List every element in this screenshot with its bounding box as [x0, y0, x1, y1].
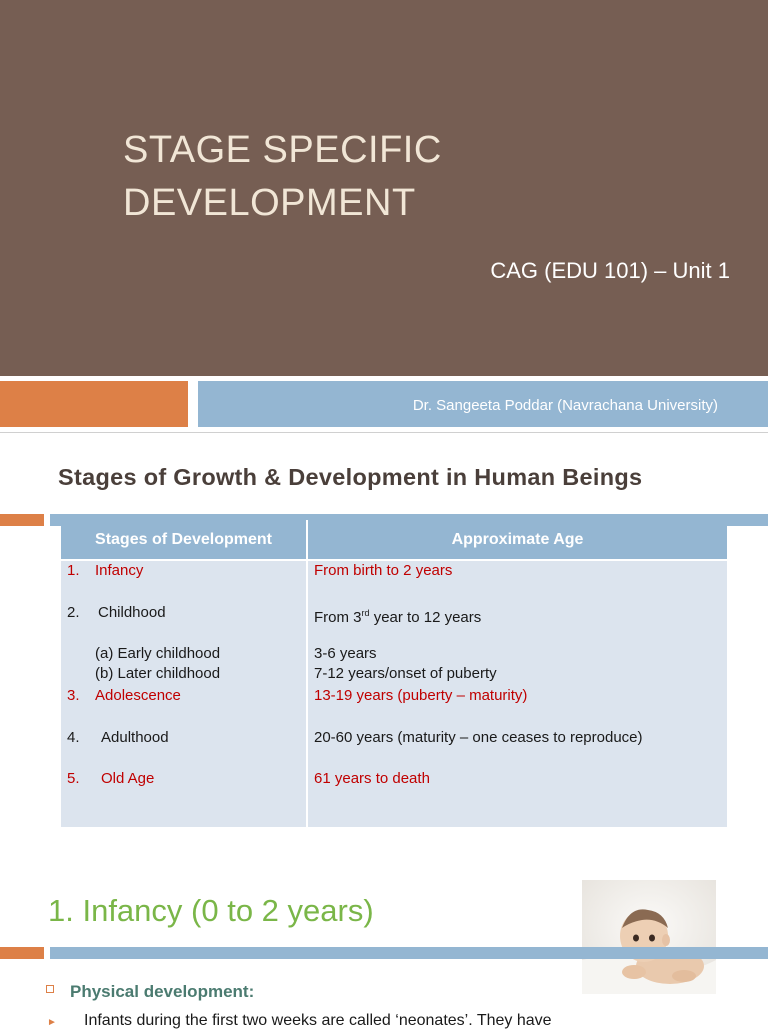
title-slide [0, 0, 768, 432]
infancy-heading: 1. Infancy (0 to 2 years) [48, 893, 374, 928]
age-text: From 3 [314, 608, 362, 626]
stage-name: Infancy [95, 562, 144, 579]
age-superscript: rd [361, 607, 370, 618]
baby-illustration [582, 880, 716, 994]
title-banner [0, 0, 768, 376]
orange-accent-bar [0, 514, 44, 526]
row-number: 2. [67, 603, 80, 621]
row-number: 1. [67, 562, 80, 579]
header-age: Approximate Age [307, 520, 727, 560]
table-row [61, 686, 727, 728]
stage-name: Old Age [101, 770, 155, 787]
stage-age: From birth to 2 years [307, 560, 727, 603]
stage-name: Adulthood [101, 728, 169, 746]
stage-age: 13-19 years (puberty – maturity) [307, 686, 727, 728]
baby-photo [582, 880, 716, 994]
substage-age: 7-12 years/onset of puberty [314, 665, 497, 682]
stage-age [307, 603, 727, 645]
arrow-bullet-icon: ► [47, 1017, 57, 1028]
table-header-row [61, 520, 727, 560]
table-row [61, 603, 727, 645]
header-stages: Stages of Development [61, 520, 307, 560]
substage-age: 3-6 years [314, 645, 377, 662]
author-credit: Dr. Sangeeta Poddar (Navrachana University) [412, 397, 718, 414]
stages-table [61, 520, 727, 827]
blue-accent-bar [50, 947, 768, 959]
substage-name: (b) Later childhood [95, 665, 221, 682]
orange-accent-bar [0, 947, 44, 959]
stage-age: 20-60 years (maturity – one ceases to reproduce) [307, 728, 727, 770]
orange-accent-bar [0, 381, 188, 427]
table-row [61, 769, 727, 827]
title-line-2: DEVELOPMENT [123, 182, 416, 224]
title-line-1: STAGE SPECIFIC [123, 129, 442, 171]
stage-name: Adolescence [95, 687, 181, 704]
age-text: year to 12 years [369, 608, 482, 626]
table-row [61, 560, 727, 603]
physical-development-subheading: Physical development: [70, 982, 255, 1001]
square-bullet-icon [46, 985, 54, 993]
table-row [61, 728, 727, 770]
stage-name: Childhood [98, 603, 166, 621]
row-number: 5. [67, 770, 80, 787]
row-number: 4. [67, 728, 80, 746]
slide-title [123, 124, 623, 230]
infancy-body-text: Infants during the first two weeks are called ‘neonates’. They have [84, 1012, 552, 1029]
stage-age: 61 years to death [307, 769, 727, 827]
stages-heading: Stages of Growth & Development in Human Beings [58, 464, 643, 490]
substage-name: (a) Early childhood [95, 645, 221, 662]
row-number: 3. [67, 687, 80, 704]
table-row [61, 644, 727, 686]
slide-divider [0, 432, 768, 433]
slide-subtitle: CAG (EDU 101) – Unit 1 [490, 258, 730, 283]
